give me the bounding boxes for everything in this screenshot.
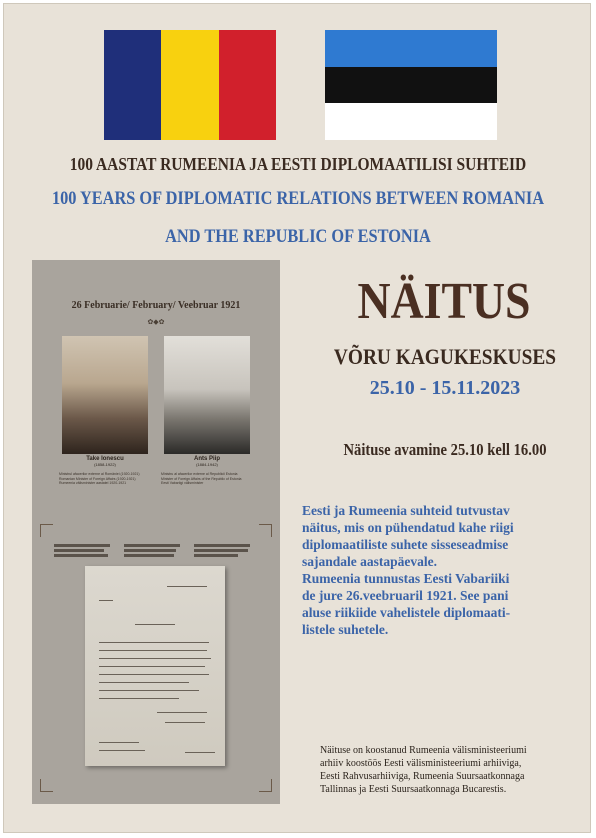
person2-name: Ants Piip (1884-1942)	[193, 456, 220, 467]
historical-document	[85, 566, 225, 766]
historical-panel	[32, 260, 280, 804]
exhibition-heading: NÄITUS	[357, 273, 531, 330]
title-english-line1: 100 YEARS OF DIPLOMATIC RELATIONS BETWEEN ROMANIA	[51, 188, 545, 209]
doc-note-left	[54, 542, 114, 559]
title-english-line2: AND THE REPUBLIC OF ESTONIA	[165, 226, 431, 247]
doc-note-right	[194, 542, 254, 559]
person1-details: Ministrul afacerilor externe al României (1920-1921) Romanian Minister of Foreign Affairs (1920-1921) Rumeenia välisminister aastatel 1920-1921	[59, 472, 140, 485]
description-text: Eesti ja Rumeenia suhteid tutvustav näitus, mis on pühendatud kahe riigi diplomaatiliste suhete sisseseadmise sajandale aastapäevale. Rumeenia tunnustas Eesti Vabariiki de jure 26.veebruaril 1921. See pani aluse riikiide vahelistele diplomaati- listele suhetele.	[302, 503, 514, 637]
venue-name: VÕRU KAGUKESKUSES	[333, 344, 557, 369]
exhibition-dates: 25.10 - 15.11.2023	[369, 377, 521, 399]
portrait-ants-piip	[164, 336, 250, 454]
person1-name: Take Ionescu (1858-1922)	[86, 456, 124, 467]
corner-ornament-br	[259, 779, 272, 792]
credits-text: Näituse on koostanud Rumeenia välisministeeriumi arhiiv koostöös Eesti välisministeeriumi arhiiviga, Eesti Rahvusarhiiviga, Rumeenia Suursaatkonnaga Tallinnas ja Eesti Suursaatkonnaga Bucarestis.	[320, 745, 527, 795]
corner-ornament-tl	[40, 524, 53, 537]
ornament-icon: ✿◆✿	[147, 318, 165, 326]
corner-ornament-bl	[40, 779, 53, 792]
romania-flag	[104, 30, 276, 140]
opening-time: Näituse avamine 25.10 kell 16.00	[343, 440, 547, 459]
title-estonian: 100 AASTAT RUMEENIA JA EESTI DIPLOMAATILISI SUHTEID	[69, 154, 527, 174]
doc-note-middle	[124, 542, 184, 559]
poster	[3, 3, 591, 833]
corner-ornament-tr	[259, 524, 272, 537]
panel-date: 26 Februarie/ February/ Veebruar 1921	[71, 300, 241, 311]
person2-details: Ministru al afacerilor externe al Republicii Estonia Minister of Foreign Affairs of the Republic of Estonia Eesti Vabariigi välisminister	[161, 472, 242, 485]
estonia-flag	[325, 30, 497, 140]
portrait-take-ionescu	[62, 336, 148, 454]
